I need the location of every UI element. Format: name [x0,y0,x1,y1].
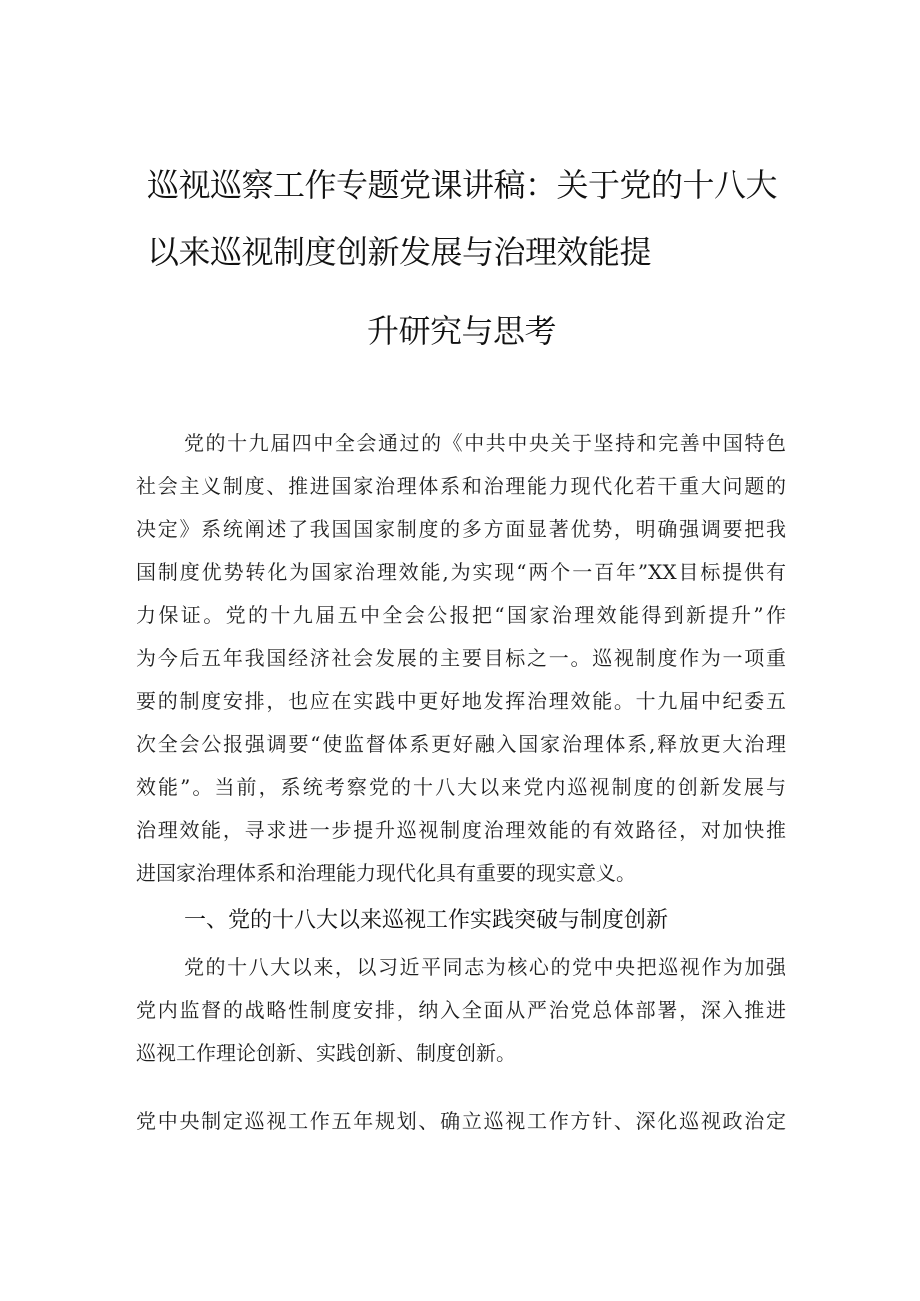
paragraph1-line-6: 为今后五年我国经济社会发展的主要目标之一。巡视制度作为一项重 [136,646,786,670]
paragraph1-line-3: 决定》系统阐述了我国国家制度的多方面显著优势，明确强调要把我 [136,517,786,541]
document-title-line-1: 巡视巡察工作专题党课讲稿：关于党的十八大 [147,166,778,204]
paragraph1-line-2: 社会主义制度、推进国家治理体系和治理能力现代化若干重大问题的 [136,474,786,498]
paragraph1-line-9: 效能”。当前，系统考察党的十八大以来党内巡视制度的创新发展与 [136,775,786,799]
document-title-line-2: 以来巡视制度创新发展与治理效能提 [147,233,652,271]
paragraph2-line-2: 党内监督的战略性制度安排，纳入全面从严治党总体部署，深入推进 [136,998,786,1022]
document-title-line-3: 升研究与思考 [367,312,557,350]
paragraph1-line-1: 党的十九届四中全会通过的《中共中央关于坚持和完善中国特色 [184,431,786,455]
paragraph2-line-1: 党的十八大以来，以习近平同志为核心的党中央把巡视作为加强 [184,955,786,979]
paragraph1-line-4: 国制度优势转化为国家治理效能,为实现“两个一百年”XX目标提供有 [136,560,786,584]
paragraph1-line-7: 要的制度安排，也应在实践中更好地发挥治理效能。十九届中纪委五 [136,689,786,713]
paragraph1-line-11: 进国家治理体系和治理能力现代化具有重要的现实意义。 [136,861,636,885]
section-1-heading: 一、党的十八大以来巡视工作实践突破与制度创新 [184,908,669,933]
paragraph1-line-10: 治理效能，寻求进一步提升巡视制度治理效能的有效路径，对加快推 [136,818,786,842]
paragraph1-line-8: 次全会公报强调要“使监督体系更好融入国家治理体系,释放更大治理 [136,732,786,756]
paragraph2-line-3: 巡视工作理论创新、实践创新、制度创新。 [136,1041,516,1065]
paragraph3-line-1: 党中央制定巡视工作五年规划、确立巡视工作方针、深化巡视政治定 [136,1109,786,1133]
paragraph1-line-5: 力保证。党的十九届五中全会公报把“国家治理效能得到新提升”作 [136,603,786,627]
